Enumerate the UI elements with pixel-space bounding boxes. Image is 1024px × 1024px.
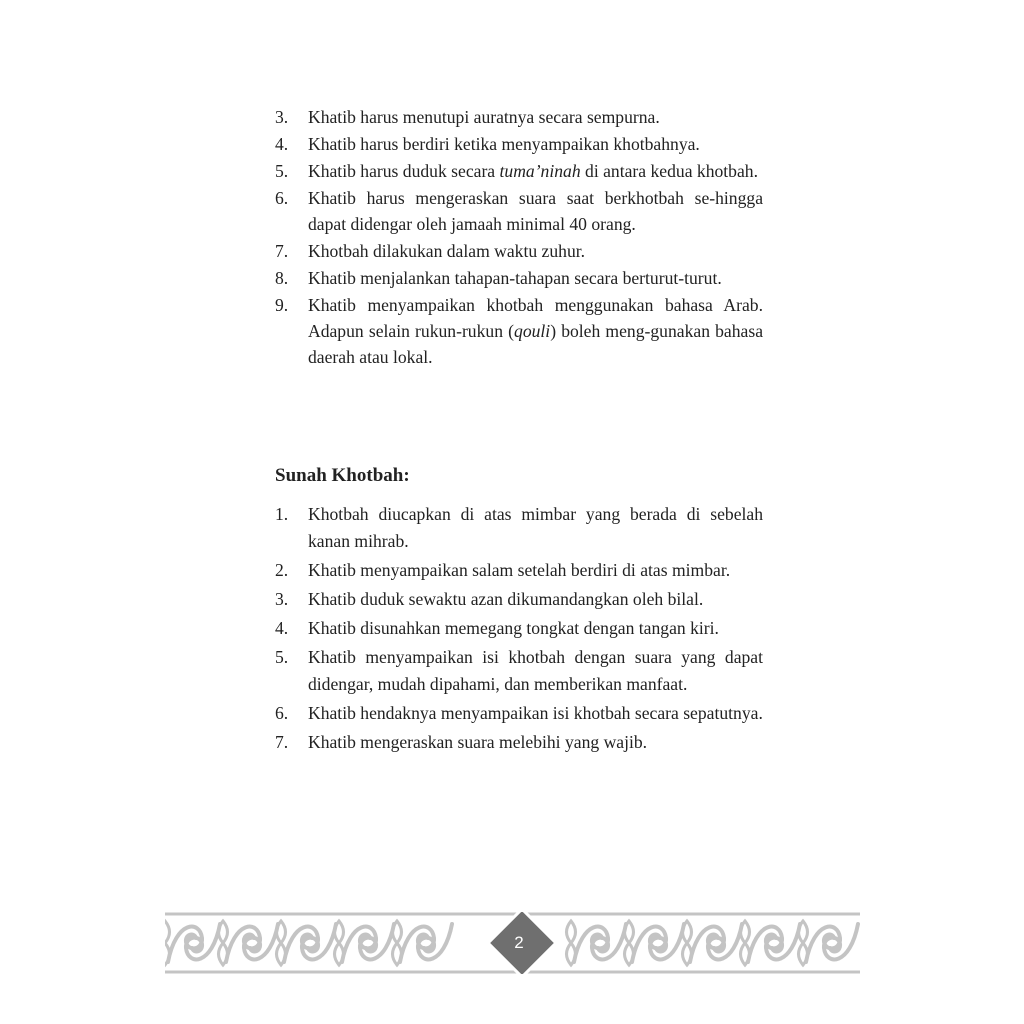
- ornament-scroll: [766, 924, 800, 959]
- item-number: 8.: [275, 268, 289, 288]
- ornament-leaf: [277, 921, 286, 965]
- item-text-post: ) boleh meng-gunakan bahasa daerah atau lokal.: [308, 321, 764, 367]
- item-number: 2.: [275, 560, 289, 580]
- item-text-italic: qouli: [514, 321, 551, 341]
- list-item: [275, 729, 763, 756]
- ornament-scroll: [650, 924, 684, 959]
- item-text: Khatib disunahkan memegang tongkat dengan tangan kiri.: [308, 618, 719, 638]
- list-item: [275, 586, 763, 613]
- item-text-italic: tuma’ninah: [499, 161, 581, 181]
- item-text: Khotbah diucapkan di atas mimbar yang berada di sebelah kanan mihrab.: [308, 504, 763, 551]
- item-number: 7.: [275, 241, 289, 261]
- ornament-leaf: [165, 921, 170, 965]
- item-number: 4.: [275, 134, 289, 154]
- ornament-leaf: [219, 921, 228, 965]
- ornament-scroll: [302, 924, 336, 959]
- item-number: 7.: [275, 732, 289, 752]
- item-number: 4.: [275, 618, 289, 638]
- item-number: 1.: [275, 504, 289, 524]
- item-text-post: di antara kedua khotbah.: [580, 161, 758, 181]
- list-item: [275, 615, 763, 642]
- item-text: Khatib menyampaikan isi khotbah dengan suara yang dapat didengar, mudah dipahami, dan memberikan manfaat.: [308, 647, 763, 694]
- section-heading: Sunah Khotbah:: [275, 465, 410, 486]
- item-text: Khatib harus mengeraskan suara saat berkhotbah se-hingga dapat didengar oleh jamaah minimal 40 orang.: [308, 188, 763, 234]
- ornament-scroll: [244, 924, 278, 959]
- item-text: Khatib menjalankan tahapan-tahapan secara berturut-turut.: [308, 268, 722, 288]
- item-text-pre: Khatib harus duduk secara: [308, 161, 500, 181]
- item-number: 5.: [275, 161, 289, 181]
- list-item: [275, 158, 763, 184]
- list-item: [275, 501, 763, 555]
- list-item: [275, 644, 763, 698]
- ornament-leaf: [625, 921, 634, 965]
- item-text: Khatib hendaknya menyampaikan isi khotbah secara sepatutnya.: [308, 703, 763, 723]
- list-item: [275, 104, 763, 130]
- item-number: 3.: [275, 589, 289, 609]
- item-number: 3.: [275, 107, 289, 127]
- ornament-scroll: [186, 924, 220, 959]
- ornament-scroll: [592, 924, 626, 959]
- item-text: Khatib duduk sewaktu azan dikumandangkan oleh bilal.: [308, 589, 704, 609]
- ornament-leaf: [741, 921, 750, 965]
- list-item: [275, 700, 763, 727]
- ornament-leaf: [683, 921, 692, 965]
- item-number: 6.: [275, 703, 289, 723]
- ornament-scroll: [418, 924, 452, 959]
- item-text: Khatib mengeraskan suara melebihi yang wajib.: [308, 732, 648, 752]
- item-number: 6.: [275, 188, 289, 208]
- list-item: [275, 131, 763, 157]
- ornament-leaf: [335, 921, 344, 965]
- ornament-leaf: [567, 921, 576, 965]
- item-text: Khatib harus menutupi auratnya secara sempurna.: [308, 107, 660, 127]
- list-item: [275, 265, 763, 291]
- item-text: Khotbah dilakukan dalam waktu zuhur.: [308, 241, 586, 261]
- ornament-scroll: [708, 924, 742, 959]
- item-number: 5.: [275, 647, 289, 667]
- item-number: 9.: [275, 295, 289, 315]
- list-item: [275, 557, 763, 584]
- sunah-list: [275, 501, 763, 758]
- page-number: 2: [514, 933, 524, 952]
- item-text: Khatib menyampaikan salam setelah berdiri di atas mimbar.: [308, 560, 731, 580]
- ornament-scroll: [824, 924, 858, 959]
- ornament-scroll: [360, 924, 394, 959]
- ornament-leaf: [393, 921, 402, 965]
- list-item: [275, 185, 763, 237]
- list-item: [275, 238, 763, 264]
- item-text-pre: Khatib menyampaikan khotbah menggunakan bahasa Arab. Adapun selain rukun-rukun (: [308, 295, 763, 341]
- list-item: [275, 292, 763, 370]
- item-text: Khatib harus berdiri ketika menyampaikan khotbahnya.: [308, 134, 700, 154]
- ornament-leaf: [799, 921, 808, 965]
- rukun-list: [275, 104, 763, 371]
